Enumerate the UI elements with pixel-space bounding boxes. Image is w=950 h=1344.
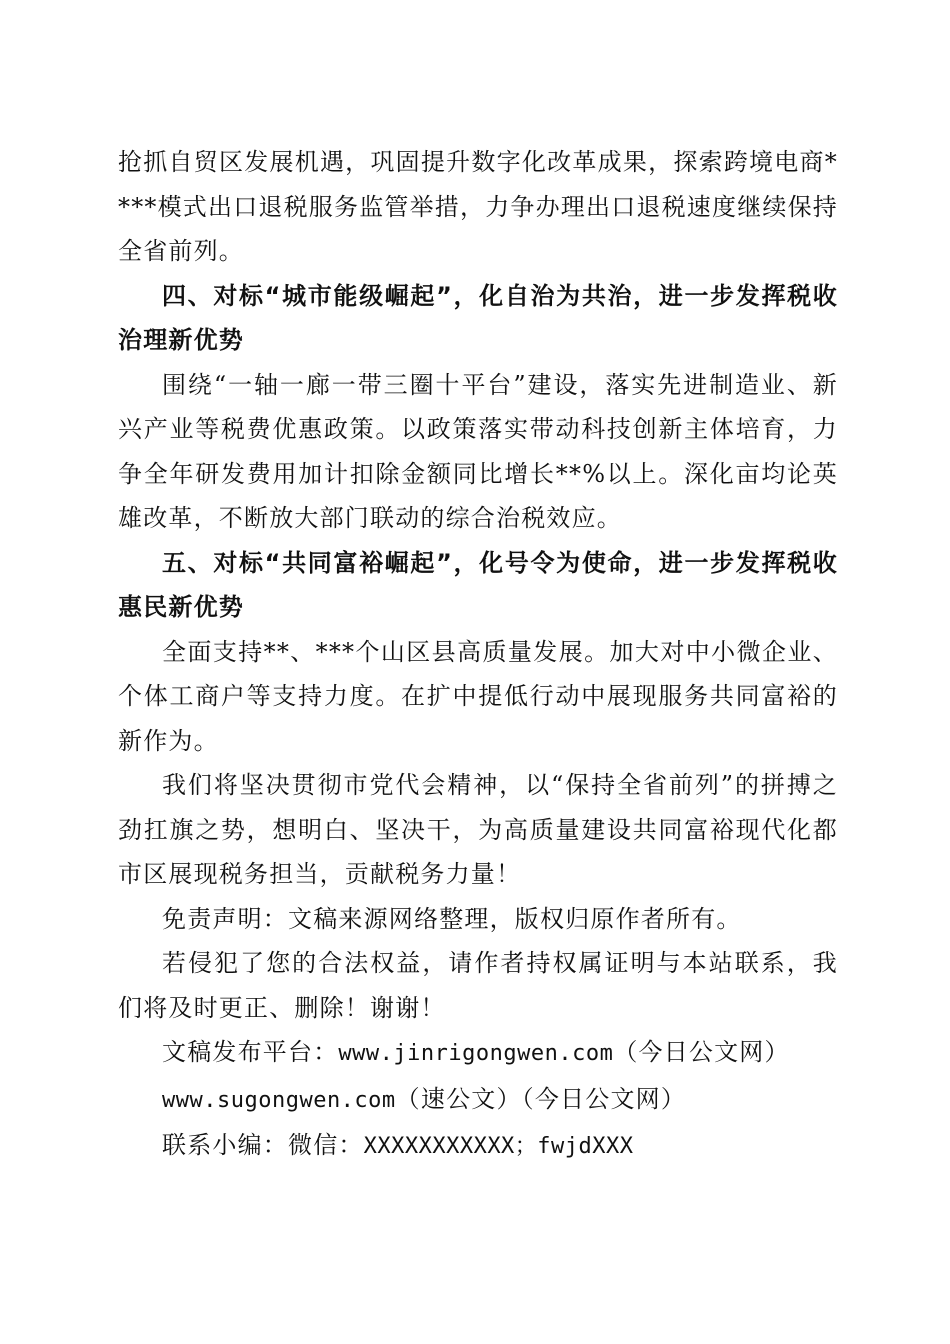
contact-label: 联系小编：微信： (162, 1131, 364, 1159)
paragraph-body: 我们将坚决贯彻市党代会精神，以“保持全省前列”的拼搏之劲扛旗之势，想明白、坚决干，为高质量建设共同富裕现代化都市区展现税务担当，贡献税务力量！ (118, 771, 838, 888)
alt-site-names: （速公文）（今日公文网） (395, 1084, 687, 1113)
paragraph-body: 围绕“一轴一廊一带三圈十平台”建设，落实先进制造业、新兴产业等税费优惠政策。以政策落实带动科技创新主体培育，力争全年研发费用加计扣除金额同比增长**%以上。深化亩均论英雄改革，不断放大部门联动的综合治税效应。 (118, 370, 838, 532)
platform-name: （今日公文网） (613, 1038, 790, 1066)
alt-site-line (118, 1077, 838, 1124)
section-heading-five: 五、对标“共同富裕崛起”，化号令为使命，进一步发挥税收惠民新优势 (118, 548, 838, 621)
platform-label: 文稿发布平台： (162, 1038, 339, 1066)
platform-url-link[interactable]: www.jinrigongwen.com (338, 1041, 614, 1066)
document-body (118, 140, 838, 1170)
section-heading-four: 四、对标“城市能级崛起”，化自治为共治，进一步发挥税收治理新优势 (118, 281, 838, 354)
platform-line (118, 1030, 838, 1077)
contact-value: XXXXXXXXXXX；fwjdXXX (363, 1134, 634, 1159)
alt-url-link[interactable]: www.sugongwen.com (162, 1087, 396, 1113)
paragraph-body: 全面支持**、***个山区县高质量发展。加大对中小微企业、个体工商户等支持力度。在扩中提低行动中展现服务共同富裕的新作为。 (118, 637, 838, 755)
contact-line (118, 1123, 838, 1170)
disclaimer-text: 免责声明：文稿来源网络整理，版权归原作者所有。 (162, 904, 742, 933)
paragraph-body: 抢抓自贸区发展机遇，巩固提升数字化改革成果，探索跨境电商****模式出口退税服务监管举措，力争办理出口退税速度继续保持全省前列。 (118, 148, 838, 265)
infringement-notice: 若侵犯了您的合法权益，请作者持权属证明与本站联系，我们将及时更正、删除！谢谢！ (118, 949, 838, 1022)
